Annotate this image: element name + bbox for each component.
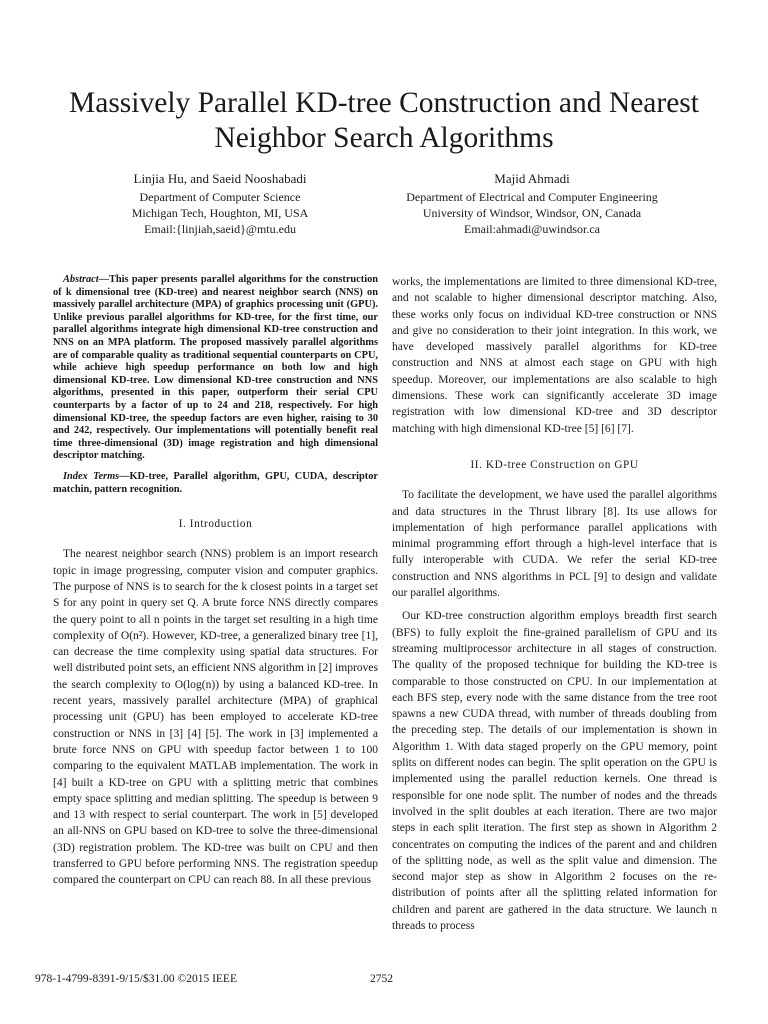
intro-paragraph: The nearest neighbor search (NNS) problem is an import research topic in image progressing, computer vision and computer graphics. The purpose of NNS is to search for the k closest points in a target set S for any point in query set Q. A brute force NNS directly compares the query point to all n points in the target set resulting in a high time complexity of O(n²). However, KD-tree, a generalized binary tree [1], can decrease the time complexity using spatial data structures. For well distributed point sets, an efficient NNS algorithm in [2] improves the search complexity to O(log(n)) by using a balanced KD-tree. In recent years, massively parallel architecture (MPA) of graphical processing unit (GPU) has been employed to accelerate KD-tree construction or NNS in [3] [4] [5]. The work in [3] implemented a brute force NNS on GPU with speedup factor between 1 to 100 comparing to the equivalent MATLAB implementation. The work in [4] built a KD-tree on GPU with a splitting metric that combines empty space splitting and median splitting. The speedup is between 9 and 13 with respect to serial counterpart. The work in [5] developed an all-NNS on GPU based on KD-tree to solve the three-dimensional (3D) registration problem. The KD-tree was built on CPU and then transferred to GPU before performing NNS. The registration speedup compared the counterpart on CPU can reach 88. In all these previous (53, 548, 378, 887)
section-heading-introduction: I. Introduction (178, 518, 253, 531)
left-column (53, 274, 378, 896)
page-number: 2752 (370, 973, 393, 985)
author-email: Email:ahmadi@uwindsor.ca (463, 222, 601, 236)
author-block-1 (90, 170, 350, 237)
index-terms-label: Index Terms (63, 470, 120, 482)
author-affiliation: Michigan Tech, Houghton, MI, USA (131, 206, 309, 220)
author-affiliation: University of Windsor, Windsor, ON, Canada (422, 206, 642, 220)
index-terms-text: —KD-tree, Parallel algorithm, GPU, CUDA, descriptor matchin, pattern recognition. (53, 470, 378, 495)
section-heading-kd-tree-construction: II. KD-tree Construction on GPU (470, 458, 639, 471)
abstract-text: —This paper presents parallel algorithms for the construction of k dimensional tree (KD-tree) and nearest neighbor search (NNS) on massively parallel architecture (MPA) of graphics processing unit (GPU). Unlike previous parallel algorithms for KD-tree, for the first time, our parallel algorithms integrate high dimensional KD-tree construction and NNS on an MPA platform. The proposed massively parallel algorithms are of comparable quality as traditional sequential counterparts on CPU, while achieve high speedup performance on both low and high dimensional KD-tree. Low dimensional KD-tree construction and NNS algorithms, presented in this paper, outperform their serial CPU counterparts by a factor of up to 24 and 218, respectively. For high dimensional KD-tree, the speedup factors are even higher, raising to 30 and 242, respectively. Our implementations will potentially benefit real time three-dimensional (3D) image registration and high dimensional descriptor matching. (53, 274, 378, 462)
author-names: Majid Ahmadi (494, 171, 570, 186)
author-department: Department of Computer Science (139, 190, 301, 204)
intro-continuation-paragraph: works, the implementations are limited to three dimensional KD-tree, and not scalable to higher dimensional descriptor matching. Also, these works only focus on individual KD-tree construction or NNS and give no consideration to their joint integration. In this work, we have developed massively parallel algorithms for KD-tree construction and NNS at almost each stage on GPU with high speedup. Moreover, our implementations are also scalable to high dimensions. These work can significantly accelerate 3D image registration with low dimensional KD-tree and 3D descriptor matching with high dimensional KD-tree [5] [6] [7]. (392, 276, 717, 435)
paper-title: Massively Parallel KD-tree Construction and Nearest Neighbor Search Algorithms (69, 87, 699, 154)
abstract-label: Abstract (63, 274, 99, 285)
author-department: Department of Electrical and Computer Engineering (406, 190, 658, 204)
kd-paragraph-2: Our KD-tree construction algorithm employs breadth first search (BFS) to fully exploit the fine-grained parallelism of GPU and its streaming multiprocessor architecture in all stages of construction. The quality of the proposed technique for building the KD-tree is comparable to those constructed on CPU. In our implementation at each BFS step, every node with the same distance from the tree root spawns a new CUDA thread, with number of threads doubling from the preceding step. The details of our implementation is shown in Algorithm 1. With data staged properly on the GPU memory, point splits on different nodes can begin. The split operation on the GPU is implemented using the parallel reduction kernels. One thread is responsible for one node split. The number of nodes and the threads involved in the split doubles at each iteration. There are two major steps in each split iteration. The first step as shown in Algorithm 2 concentrates on computing the indices of the parent and and children of the splitting node, as well as the split value and dimension. The second major step as show in Algorithm 2 focuses on the re-distribution of points after all the splitting related information for children and parent are gathered in the data structure. We launch n threads to process (392, 610, 717, 932)
kd-paragraph-1: To facilitate the development, we have used the parallel algorithms and data structures in the Thrust library [8]. Its use allows for implementation of high performance parallel applications with minimal programming effort through a high-level interface that is fully interoperable with CUDA. We refer the serial KD-tree construction and NNS algorithms in PCL [9] to design and validate our parallel algorithms. (392, 489, 717, 600)
footer-isbn: 978-1-4799-8391-9/15/$31.00 ©2015 IEEE (35, 973, 237, 985)
abstract (53, 274, 378, 463)
author-names: Linjia Hu, and Saeid Nooshabadi (133, 171, 307, 186)
author-email: Email:{linjiah,saeid}@mtu.edu (144, 222, 296, 236)
index-terms (53, 471, 378, 496)
author-block-2 (362, 170, 702, 237)
right-column (392, 274, 717, 941)
